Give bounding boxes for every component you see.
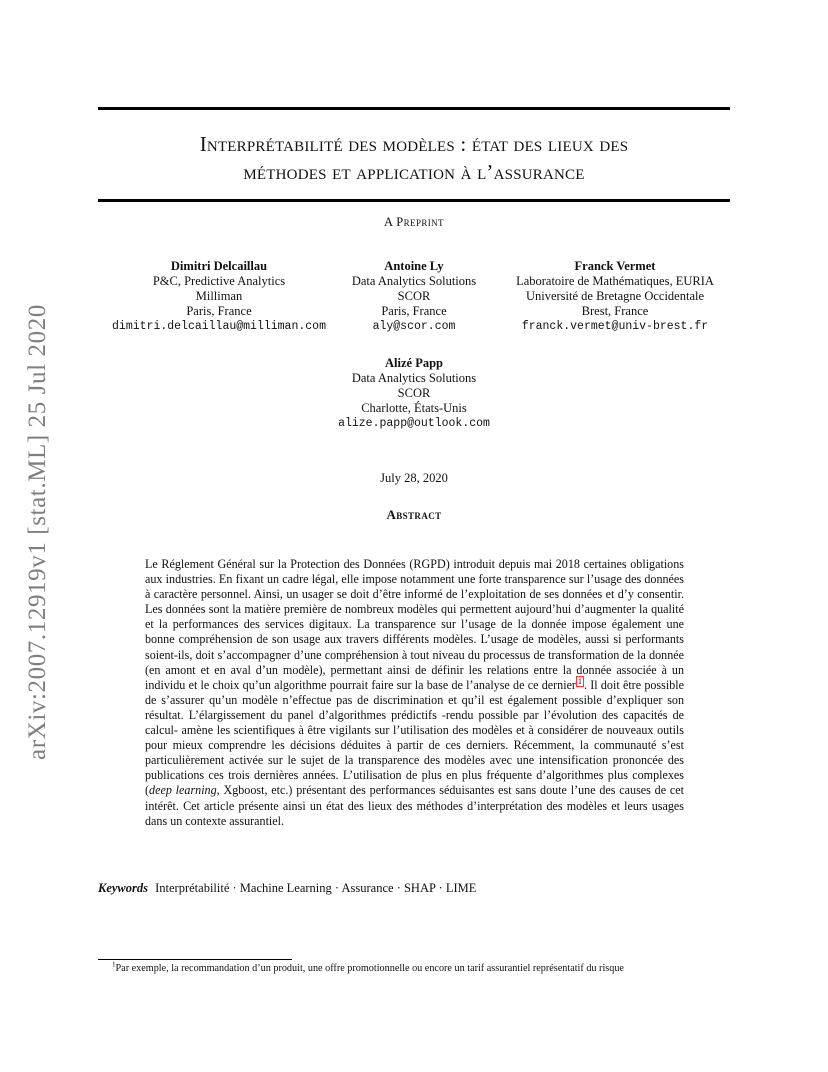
author-block-delcaillau [100, 259, 338, 334]
author-email: aly@scor.com [372, 320, 456, 333]
footnote-text: Par exemple, la recommandation d’un produit, une offre promotionnelle ou encore un tarif assurantiel représentatif du risque [115, 963, 624, 974]
keywords-label: Keywords [98, 881, 148, 895]
author-location: Charlotte, États-Unis [361, 401, 467, 415]
preprint-label: A Preprint [384, 215, 444, 229]
footnote-number: 1 [112, 960, 116, 969]
footnote [112, 962, 732, 975]
title-bottom-rule [98, 199, 730, 202]
abstract-italic-term: deep learning [149, 783, 217, 798]
author-email: franck.vermet@univ-brest.fr [521, 320, 709, 333]
abstract-text-part-1: Le Réglement Général sur la Protection des Données (RGPD) introduit depuis mai 2018 certaines obligations aux industries. En fixant un cadre légal, elle impose notamment une forte transparence sur l’usage des données à caractère personnel. Ainsi, un usager se doit d’être informé de l’exploitation de ses données et d’y consentir. Les données sont la matière première de nombreux modèles qui permettent aujourd’hui d’augmenter la qualité et la performances des services digitaux. La transparence sur l’usage de la donnée impose également une bonne compréhension de son usage aux travers différents modèles. L’usage de modèles, aussi si performants soient-ils, doit s’accompagner d’une compréhension à tout niveau du processus de transformation de la donnée (en amont et en aval d’un modèle), permettant ainsi de définir les relations entre la donnée associée à un individu et le choix qu’un algorithme pourrait faire sur la base de l’analyse de ce dernier [145, 557, 684, 692]
author-location: Paris, France [186, 304, 252, 318]
author-email: dimitri.delcaillau@milliman.com [112, 320, 326, 333]
footnote-reference-link[interactable]: 1 [577, 676, 582, 686]
paper-title-line-2: méthodes et application à l’assurance [243, 160, 585, 184]
author-affiliation: Data Analytics Solutions [351, 274, 477, 288]
author-block-vermet [490, 259, 740, 334]
author-affiliation: SCOR [397, 386, 431, 400]
author-location: Paris, France [381, 304, 447, 318]
author-affiliation: SCOR [397, 289, 431, 303]
paper-title-line-1: Interprétabilité des modèles : état des lieux des [199, 132, 629, 156]
keywords-line [98, 881, 730, 896]
author-name: Antoine Ly [384, 259, 444, 273]
author-affiliation: P&C, Predictive Analytics [152, 274, 286, 288]
author-block-papp [314, 356, 514, 431]
author-location: Brest, France [581, 304, 649, 318]
author-email: alize.papp@outlook.com [338, 417, 490, 430]
title-top-rule [98, 107, 730, 110]
footnote-separator [98, 959, 292, 960]
author-name: Alizé Papp [385, 356, 443, 370]
author-name: Franck Vermet [574, 259, 656, 273]
paper-title [98, 130, 730, 186]
abstract-heading: Abstract [386, 507, 442, 522]
abstract-body [145, 557, 684, 829]
publication-date: July 28, 2020 [380, 471, 448, 485]
arxiv-identifier-text: arXiv:2007.12919v1 [stat.ML] 25 Jul 2020 [24, 304, 51, 760]
author-name: Dimitri Delcaillau [170, 259, 268, 273]
abstract-text-part-3: , Xgboost, etc.) présentant des performances séduisantes est sans doute l’une des causes de cet intérêt. Cet article présente ainsi un état des lieux des méthodes d’interprétation des modèles et leurs usages dans un contexte assurantiel. [145, 783, 684, 828]
abstract-text-part-2: . Il doit être possible de s’assurer qu’un modèle n’effectue pas de discrimination et qu’il est également possible d’expliquer son résultat. L’élargissement du panel d’algorithmes prédictifs -rendu possible par l’évolution des capacités de calcul- amène les scientifiques à être vigilants sur l’utilisation des modèles et à considérer de nouveaux outils pour mieux comprendre les décisions déduites à partir de ces derniers. Récemment, la communauté s’est particulièrement activée sur le sujet de la transparence des modèles avec une intensification prononcée des publications ces trois dernières années. L’utilisation de plus en plus fréquente d’algorithmes plus complexes ( [145, 677, 684, 798]
keywords-list: Interprétabilité · Machine Learning · Assurance · SHAP · LIME [155, 881, 477, 895]
author-affiliation: Milliman [195, 289, 243, 303]
author-block-ly [340, 259, 488, 334]
author-affiliation: Université de Bretagne Occidentale [525, 289, 705, 303]
author-affiliation: Data Analytics Solutions [351, 371, 477, 385]
author-affiliation: Laboratoire de Mathématiques, EURIA [516, 274, 714, 288]
